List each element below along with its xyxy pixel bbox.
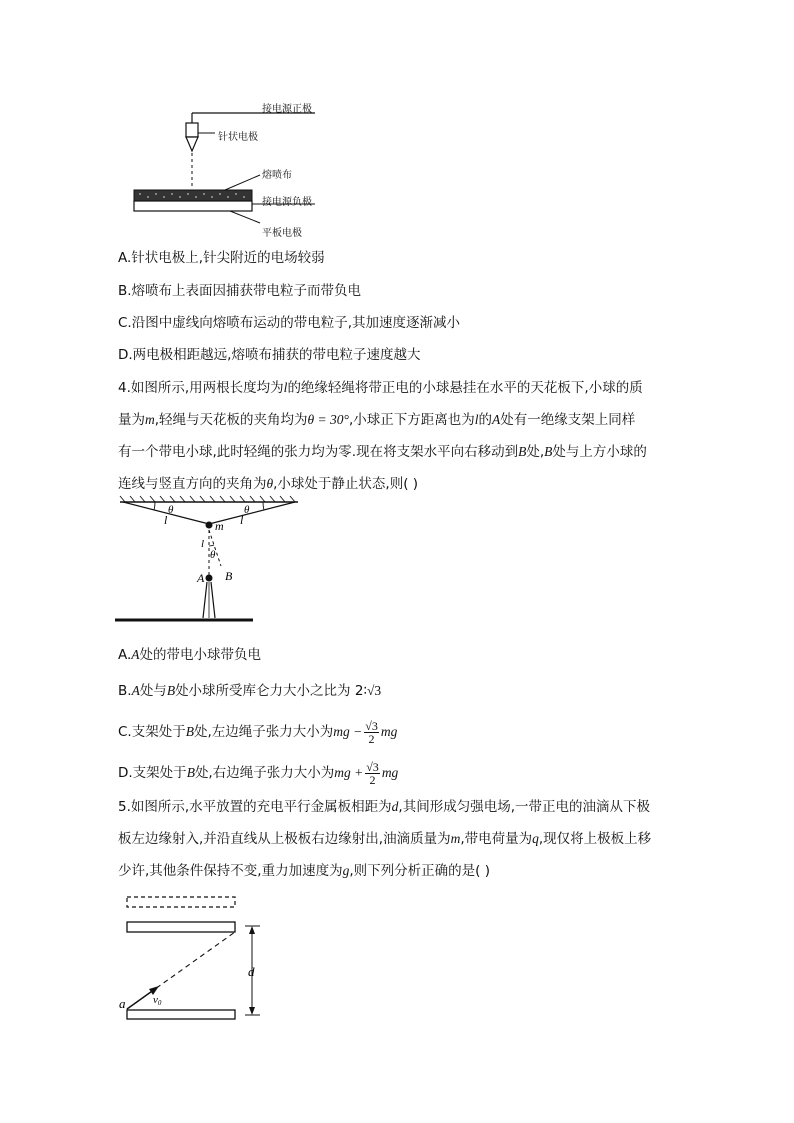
label-positive-terminal: 接电源正极 [262,104,312,115]
label-negative-terminal: 接电源负极 [262,197,312,208]
label-meltblown-cloth: 熔喷布 [262,170,292,181]
q3-option-c: C.沿图中虚线向熔喷布运动的带电粒子,其加速度逐渐减小 [118,315,461,331]
q3-option-d: D.两电极相距越远,熔喷布捕获的带电粒子速度越大 [118,347,421,363]
q4-stem-line-2: 量为m,轻绳与天花板的夹角均为θ = 30°,小球正下方距离也为l的A处有一绝缘支架上同样 [118,412,636,428]
fig5-label-a: a [119,996,126,1011]
fig4-label-B: B [225,569,233,583]
q4-option-a: A.A处的带电小球带负电 [118,647,262,663]
fig4-m: m [215,519,224,533]
fig4-l-left: l [164,513,168,527]
q4-stem-line-3: 有一个带电小球,此时轻绳的张力均为零.现在将支架水平向右移动到B处,B处与上方小球的 [118,444,647,460]
q5-stem-line-2: 板左边缘射入,并沿直线从上极板右边缘射出,油滴质量为m,带电荷量为q,现仅将上极板上移 [118,831,652,847]
label-needle-electrode: 针状电极 [218,132,258,143]
label-plate-electrode: 平板电极 [262,228,302,239]
fig4-theta-right: θ [244,504,250,516]
fig4-l-vertical: l [201,538,205,550]
q4-stem-line-1: 4.如图所示,用两根长度均为l的绝缘轻绳将带正电的小球悬挂在水平的天花板下,小球的质 [118,380,643,396]
q4-option-d: D.支架处于B处,右边绳子张力大小为mg + $\frac{√3}{2}$ mg [118,759,399,787]
q4-option-b: B.A处与B处小球所受库仑力大小之比为 2∶√3 [118,683,382,699]
q4-option-c: C.支架处于B处,左边绳子张力大小为mg − $\frac{√3}{2}$ mg [118,718,398,746]
q5-stem-line-3: 少许,其他条件保持不变,重力加速度为g,则下列分析正确的是( ) [118,863,490,879]
figure-hanging-ball [115,494,305,629]
fig5-label-d: d [248,964,255,979]
fig4-label-A: A [197,571,205,585]
q5-stem-line-1: 5.如图所示,水平放置的充电平行金属板相距为d,其间形成匀强电场,一带正电的油滴从下极 [118,799,651,815]
fig5-label-v: v0 [153,994,162,1007]
figure-needle-electrode [120,95,330,240]
fig4-l-right: l [240,513,244,527]
fig4-theta-small: θ [210,549,216,561]
fig4-theta-left: θ [168,504,174,516]
q4-stem-line-4: 连线与竖直方向的夹角为θ,小球处于静止状态,则( ) [118,476,419,492]
q3-option-a: A.针状电极上,针尖附近的电场较弱 [118,250,325,266]
q3-option-b: B.熔喷布上表面因捕获带电粒子而带负电 [118,283,362,299]
figure-parallel-plates [115,890,275,1025]
